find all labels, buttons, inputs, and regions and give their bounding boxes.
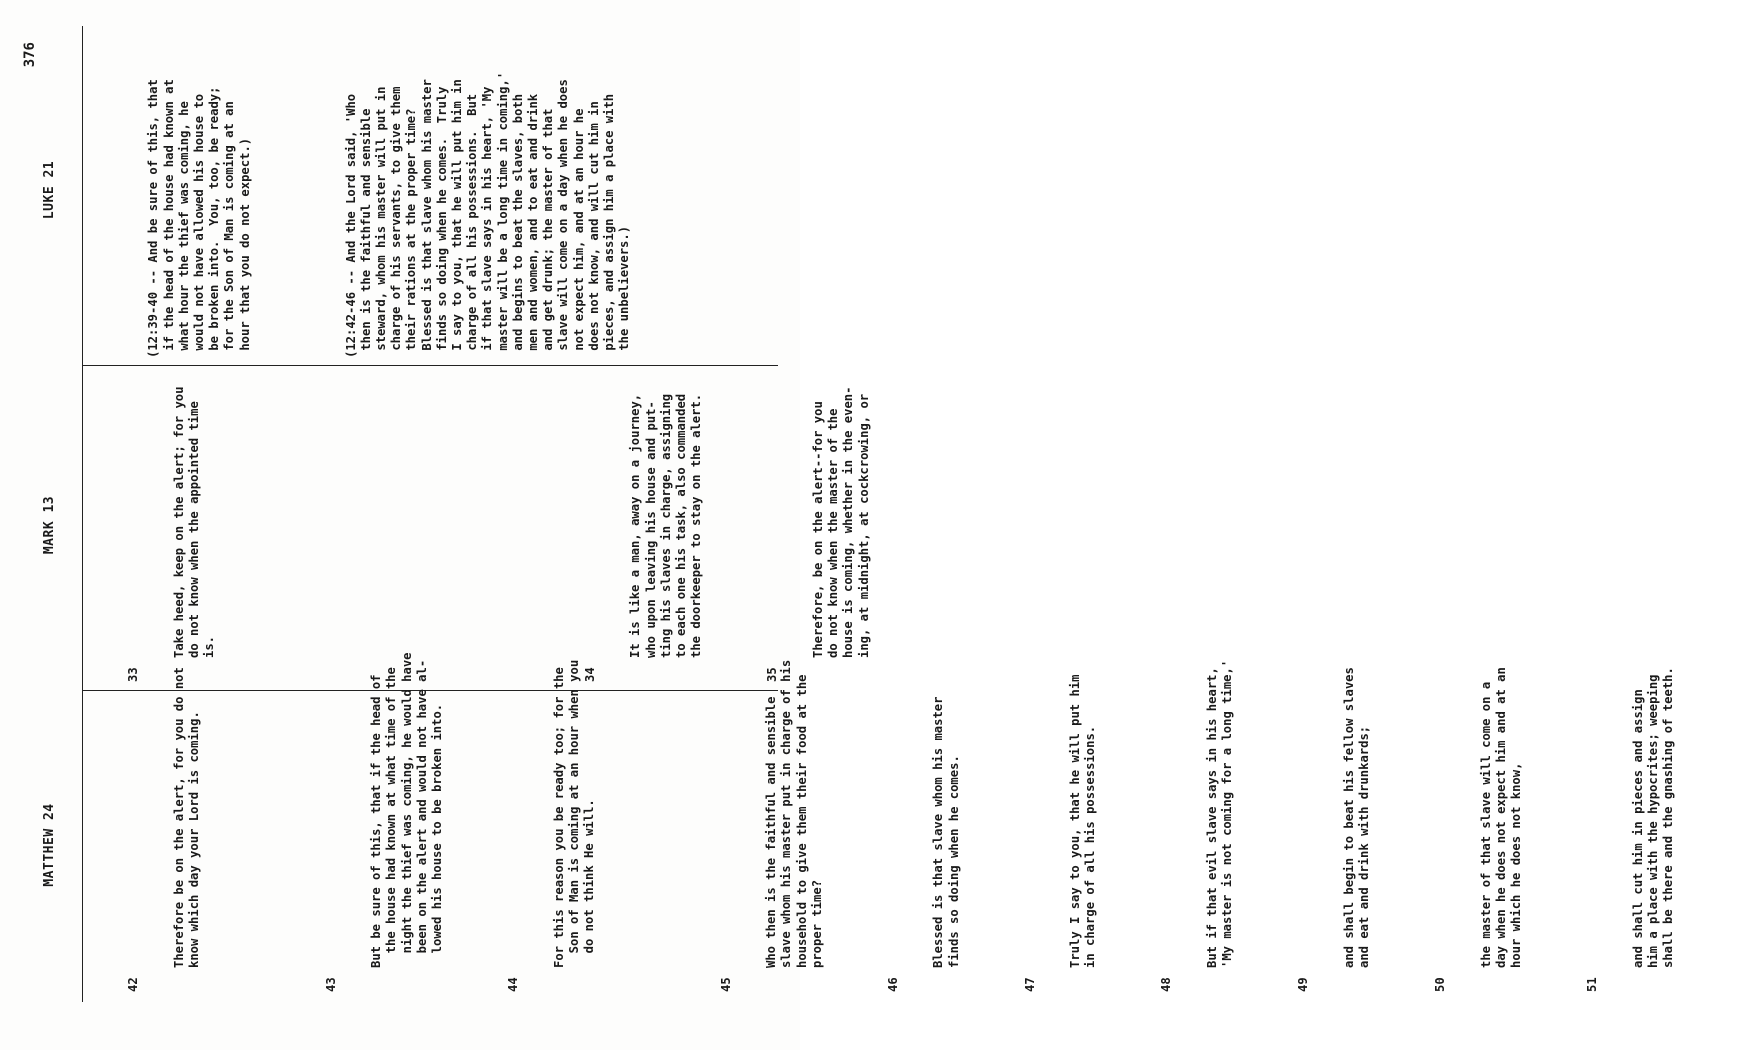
verse-number: 50 [1433,977,1448,992]
verse-50 [1433,667,1555,992]
verse-number: 35 [765,667,780,682]
verse-text: For this reason you be ready too; for the Son of Man is coming at an hour when you do not think He will. [551,659,597,968]
header-luke: LUKE 21 [42,160,57,220]
verse-46 [886,692,992,992]
verse-text: the master of that slave will come on a day when he does not expect him and at an hour which he does not know, [1478,667,1524,968]
verse-text: Therefore, be on the alert--for you do not know when the master of the house is coming, whether in the even- ing, at midnight, at cockcrowing, or [810,386,871,658]
verse-51 [1585,667,1707,992]
verse-text: But if that evil slave says in his heart, 'My master is not coming for a long time,' [1205,659,1235,968]
header-mark: MARK 13 [42,495,57,555]
luke-parallel-12-42: (12:42-46 -- And the Lord said, 'Who then is the faithful and sensible steward, whom his master will put in charge of his servants, to give them their rations at the proper time? Blessed is that slave whom his master finds so doing when he comes. Truly I say to you, that he will put him in charge of all his possessions. But if that slave says in his heart, 'My master will be a long time in coming,' and begins to beat the slaves, both men and women, and to eat and drink and get drunk; the master of that slave will come on a day when he does not expect him, and at an hour he does not know, and will cut him in pieces, and assign him a place with the unbelievers.) [343,71,632,358]
verse-number: 46 [885,977,900,992]
luke-column [116,28,663,358]
gospel-parallel-sheet [20,20,1676,1020]
verse-text: Truly I say to you, that he will put him in charge of all his possessions. [1068,674,1098,968]
verse-number: 47 [1022,977,1037,992]
luke-parallel-12-39: (12:39-40 -- And be sure of this, that if the head of the house had known at what hour the thief was coming, he would not have allowed his house to be broken into. You, too, be ready; for the Son of Man is coming at an hour that you do not expect.) [146,79,252,358]
verse-47 [1022,674,1129,992]
verse-34 [583,370,735,682]
verse-number: 34 [582,667,597,682]
verse-49 [1296,667,1402,992]
verse-35 [765,370,902,682]
header-rule [82,26,83,1002]
page-number: 376 [22,42,38,68]
header-matthew: MATTHEW 24 [42,803,57,887]
verse-number: 44 [506,977,521,992]
verse-text: Take heed, keep on the alert; for you do not know when the appointed time is. [172,386,217,658]
verse-number: 45 [718,977,733,992]
verse-text: and shall cut him in pieces and assign him a place with the hypocrites; weeping shall be there and the gnashing of teeth. [1630,667,1676,968]
verse-number: 42 [126,977,141,992]
verse-text: Blessed is that slave whom his master finds so doing when he comes. [931,696,961,968]
verse-43 [323,652,476,992]
verse-number: 48 [1159,977,1174,992]
verse-33 [126,370,248,682]
verse-text: Who then is the faithful and sensible slave whom his master put in charge of his household to give them their food at the proper time? [764,659,824,968]
verse-number: 51 [1585,977,1600,992]
verse-text: It is like a man, away on a journey, who upon leaving his house and put- ting his slaves in charge, assigning to each one his task, also commanded the doorkeeper to stay on the alert. [628,393,704,658]
verse-text: Therefore be on the alert, for you do not know which day your Lord is coming. [172,667,202,968]
verse-text: But be sure of this, that if the head of the house had known at what time of the night the thief was coming, he would have been on the alert and would not have al- lowed his house to be broken into. [369,652,445,968]
verse-number: 33 [126,667,141,682]
column-divider-2 [82,365,778,366]
verse-48 [1159,659,1265,992]
column-divider-1 [82,690,778,691]
mark-column [96,370,933,682]
verse-number: 49 [1296,977,1311,992]
verse-text: and shall begin to beat his fellow slaves and eat and drink with drunkards; [1341,667,1372,968]
verse-number: 43 [323,977,338,992]
